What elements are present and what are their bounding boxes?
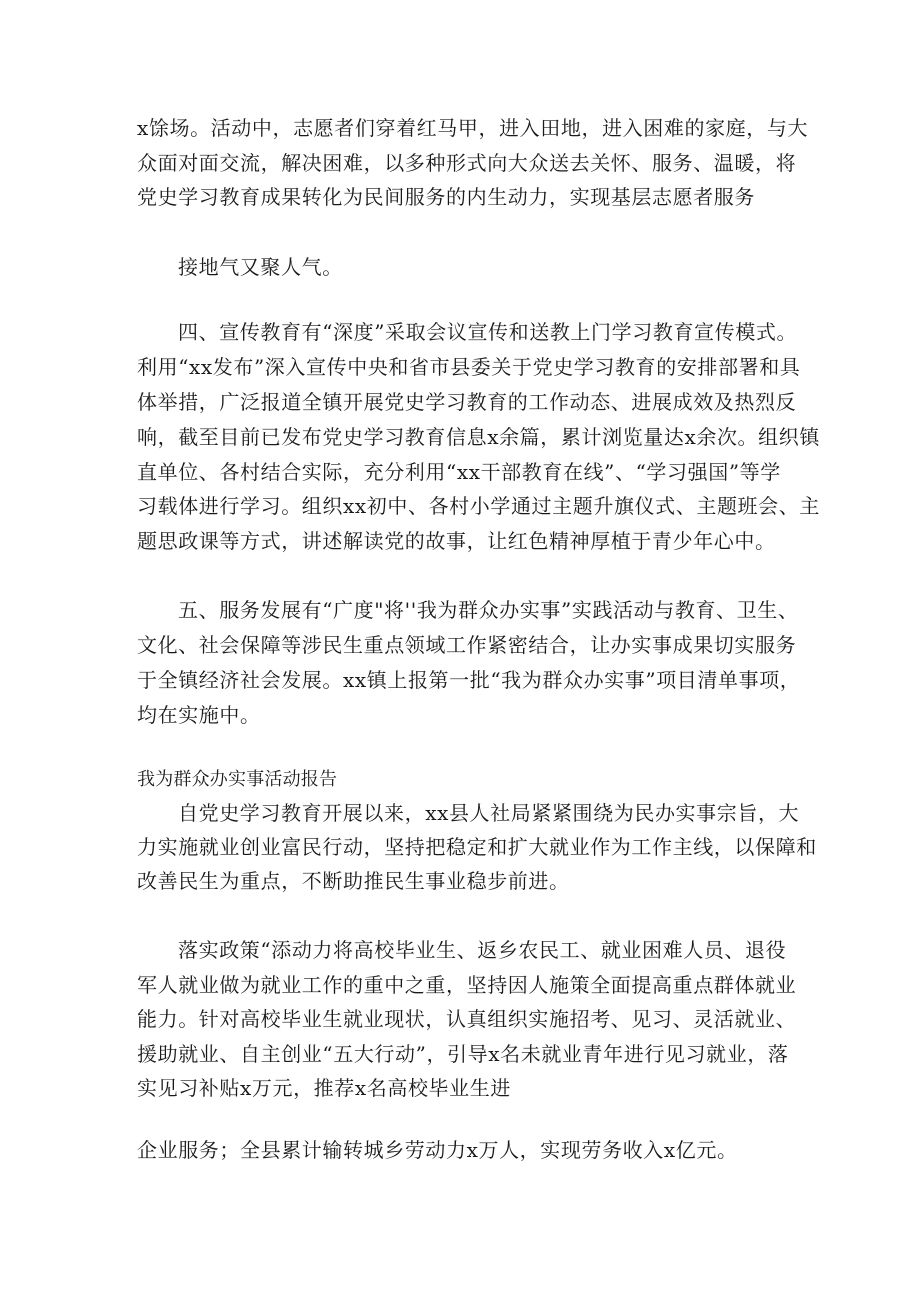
paragraph-line: 力实施就业创业富民行动，坚持把稳定和扩大就业作为工作主线，以保障和 bbox=[137, 835, 817, 859]
paragraph-line: 能力。针对高校毕业生就业现状，认真组织实施招考、见习、灵活就业、 bbox=[137, 1007, 797, 1031]
paragraph-line: x馀场。活动中，志愿者们穿着红马甲，进入田地，进入困难的家庭，与大 bbox=[137, 116, 809, 140]
paragraph-line: 接地气又聚人气。 bbox=[178, 255, 343, 279]
section-heading-5: 五、服务发展有“广度"将''我为群众办实事”实践活动与教育、卫生、 bbox=[178, 598, 799, 622]
paragraph-line: 于全镇经济社会发展。xx镇上报第一批“我为群众办实事”项目清单事项， bbox=[137, 668, 801, 692]
paragraph-line: 党史学习教育成果转化为民间服务的内生动力，实现基层志愿者服务 bbox=[137, 185, 755, 209]
paragraph-line: 改善民生为重点，不断助推民生事业稳步前进。 bbox=[137, 869, 570, 893]
paragraph-line: 题思政课等方式，讲述解读党的故事，让红色精神厚植于青少年心中。 bbox=[137, 529, 776, 553]
paragraph-line: 体举措，广泛报道全镇开展党史学习教育的工作动态、进展成效及热烈反 bbox=[137, 390, 797, 414]
paragraph-line: 援助就业、自主创业“五大行动”，引导x名未就业青年进行见习就业，落 bbox=[137, 1042, 789, 1066]
paragraph-line: 实见习补贴x万元，推荐x名高校毕业生进 bbox=[137, 1076, 511, 1100]
paragraph-line: 企业服务；全县累计输转城乡劳动力x万人，实现劳务收入x亿元。 bbox=[137, 1138, 738, 1162]
paragraph-line: 均在实施中。 bbox=[137, 703, 261, 727]
section-heading-4: 四、宣传教育有“深度”采取会议宣传和送教上门学习教育宣传模式。 bbox=[178, 320, 798, 344]
paragraph-line: 自党史学习教育开展以来，xx县人社局紧紧围绕为民办实事宗旨，大 bbox=[178, 801, 800, 825]
paragraph-line: 军人就业做为就业工作的重中之重，坚持因人施策全面提高重点群体就业 bbox=[137, 973, 797, 997]
paragraph-line: 直单位、各村结合实际，充分利用“xx干部教育在线”、“学习强国”等学 bbox=[137, 460, 781, 484]
report-title: 我为群众办实事活动报告 bbox=[137, 769, 338, 790]
paragraph-line: 利用“xx发布”深入宣传中央和省市县委关于党史学习教育的安排部署和具 bbox=[137, 355, 801, 379]
paragraph-line: 众面对面交流，解决困难，以多种形式向大众送去关怀、服务、温暖，将 bbox=[137, 151, 797, 175]
paragraph-line: 文化、社会保障等涉民生重点领域工作紧密结合，让办实事成果切实服务 bbox=[137, 633, 797, 657]
paragraph-line: 响，截至目前已发布党史学习教育信息x余篇，累计浏览量达x余次。组织镇 bbox=[137, 425, 820, 449]
paragraph-line: 习载体进行学习。组织xx初中、各村小学通过主题升旗仪式、主题班会、主 bbox=[137, 494, 820, 518]
paragraph-line: 落实政策“添动力将高校毕业生、返乡农民工、就业困难人员、退役 bbox=[178, 938, 787, 962]
